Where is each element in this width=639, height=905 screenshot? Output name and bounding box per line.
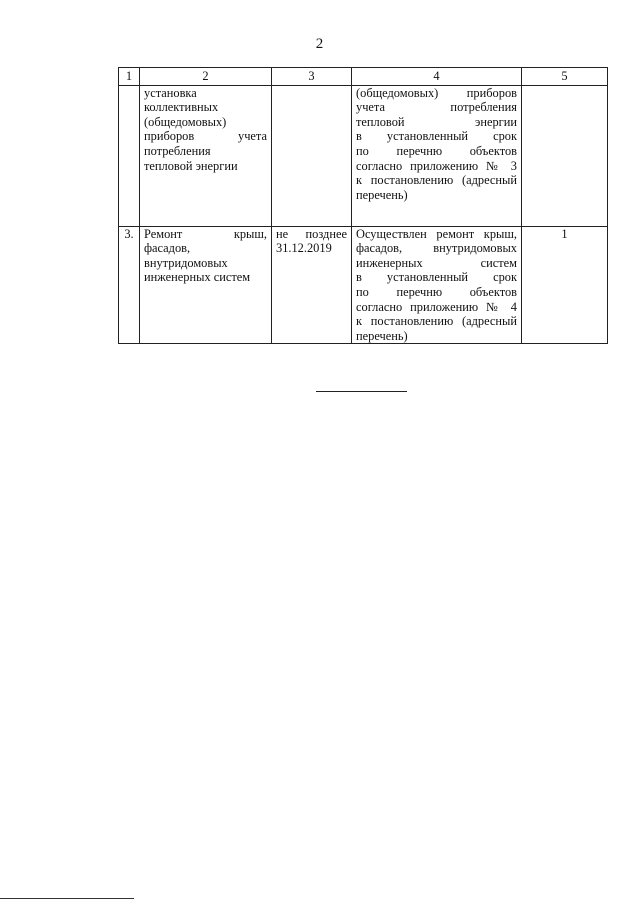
text-line: внутридомовых xyxy=(144,255,228,270)
header-cell: 4 xyxy=(352,68,522,86)
text-line: фасадов, xyxy=(144,241,191,256)
text-line: по перечню объектов xyxy=(356,143,517,158)
table-row xyxy=(119,85,608,226)
text-line: к постановлению (адресный xyxy=(356,314,517,329)
table-row xyxy=(119,226,608,344)
text-line: учета потребления xyxy=(356,100,517,115)
text-line: тепловой энергии xyxy=(144,158,238,173)
measure-cell xyxy=(140,85,272,226)
text-line: перечень) xyxy=(356,187,408,202)
header-cell: 5 xyxy=(522,68,608,86)
result-cell xyxy=(352,85,522,226)
text-line: по перечню объектов xyxy=(356,284,517,299)
footer-line xyxy=(0,898,134,899)
header-cell: 3 xyxy=(272,68,352,86)
text-line: перечень) xyxy=(356,328,408,343)
text-line: коллективных xyxy=(144,100,219,115)
text-line: (общедомовых) xyxy=(144,114,227,129)
text-line: не позднее xyxy=(276,226,347,241)
end-separator-line xyxy=(316,391,407,392)
text-line: к постановлению (адресный xyxy=(356,173,517,188)
text-line: согласно приложению № 4 xyxy=(356,299,517,314)
deadline-cell xyxy=(272,85,352,226)
table-header-row xyxy=(119,68,608,86)
text-line: 31.12.2019 xyxy=(276,241,332,256)
header-cell: 1 xyxy=(119,68,140,86)
text-line: в установленный срок xyxy=(356,129,517,144)
text-line: согласно приложению № 3 xyxy=(356,158,517,173)
text-line: установка xyxy=(144,85,197,100)
deadline-cell xyxy=(272,226,352,344)
text-line: фасадов, внутридомовых xyxy=(356,241,517,256)
row-number xyxy=(119,85,140,226)
text-line: Ремонт крыш, xyxy=(144,226,267,241)
text-line: инженерных систем xyxy=(144,270,251,285)
measure-cell xyxy=(140,226,272,344)
text-line: тепловой энергии xyxy=(356,114,517,129)
row-number: 3. xyxy=(119,226,140,344)
text-line: в установленный срок xyxy=(356,270,517,285)
text-line: приборов учета xyxy=(144,129,267,144)
page-number: 2 xyxy=(315,36,324,52)
value-cell xyxy=(522,85,608,226)
text-line: потребления xyxy=(144,143,211,158)
text-line: Осуществлен ремонт крыш, xyxy=(356,226,517,241)
text-line: (общедомовых) приборов xyxy=(356,85,517,100)
measures-table xyxy=(118,67,608,344)
value-cell: 1 xyxy=(522,226,608,344)
header-cell: 2 xyxy=(140,68,272,86)
text-line: инженерных систем xyxy=(356,255,517,270)
result-cell xyxy=(352,226,522,344)
